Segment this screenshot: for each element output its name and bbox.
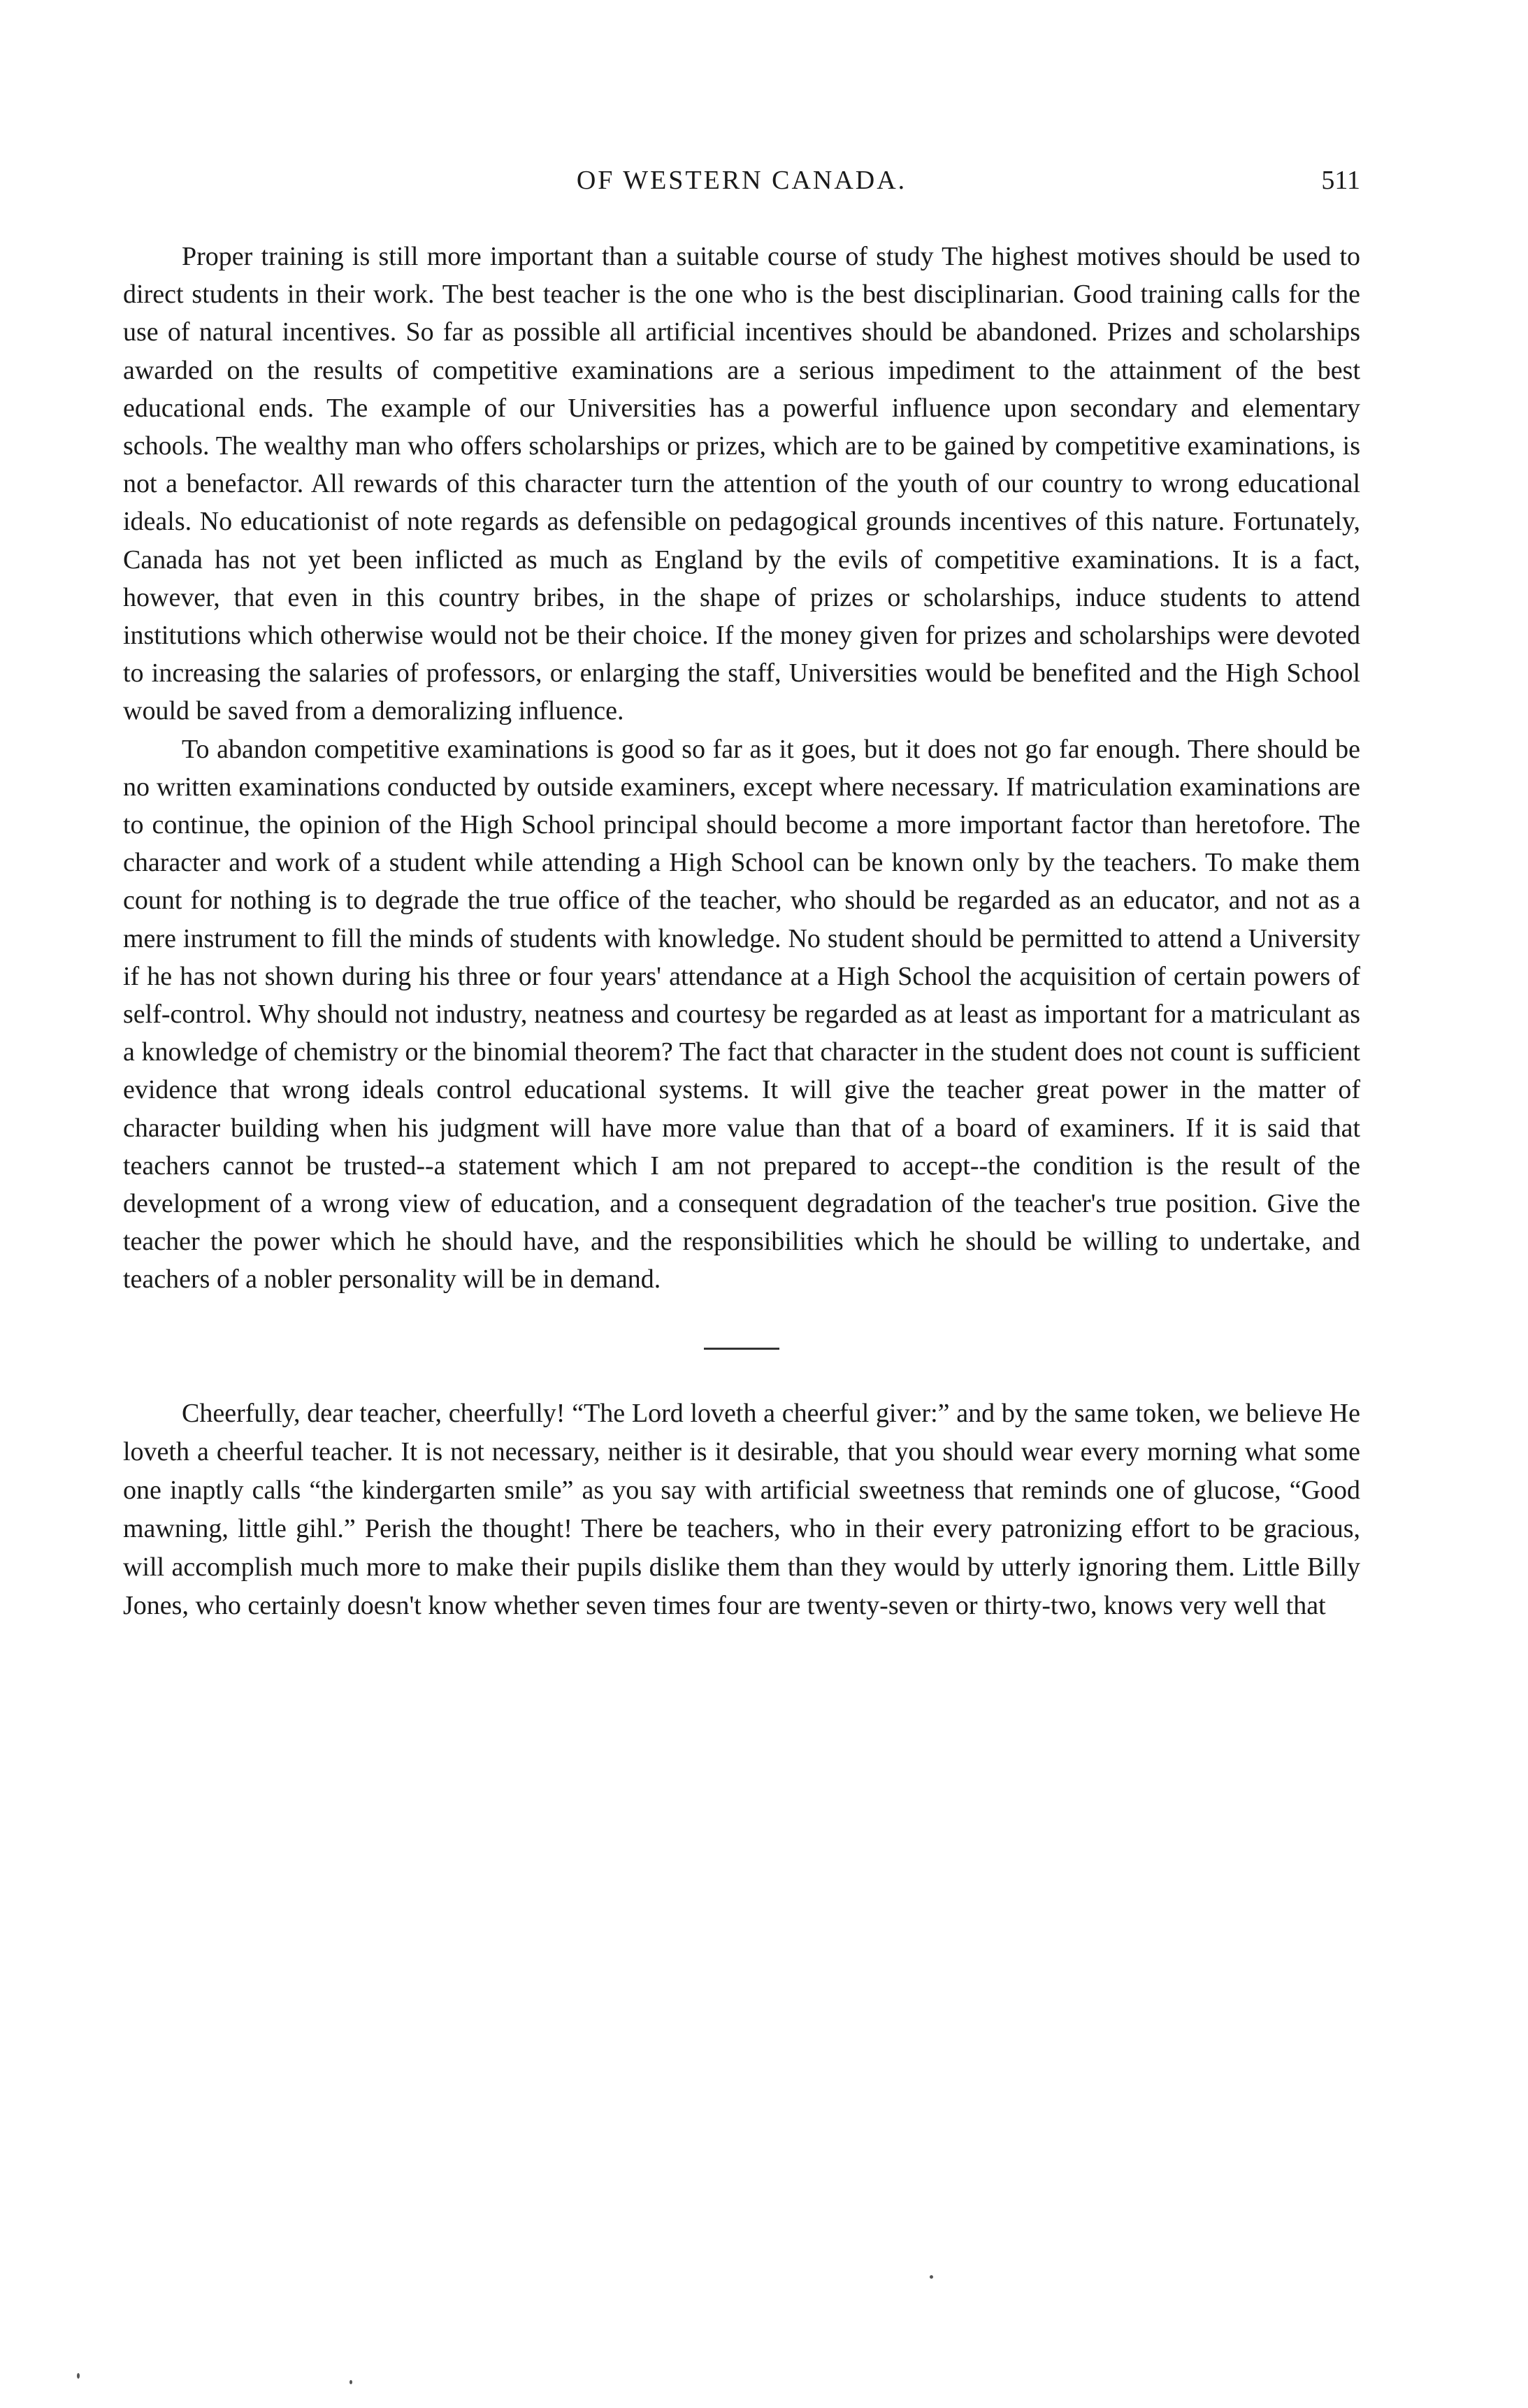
paragraph-examinations: To abandon competitive examinations is good so far as it goes, but it does not go far enough. There should be no written examinations conducted by outside examiners, except where necessary. If matriculation examinations are to continue, the opinion of the High School principal should become a more important factor than heretofore. The character and work of a student while attending a High School can be known only by the teachers. To make them count for nothing is to degrade the true office of the teacher, who should be regarded as an educator, and not as a mere instrument to fill the minds of students with knowledge. No student should be permitted to attend a University if he has not shown during his three or four years' attendance at a High School the acquisition of certain powers of self-control. Why should not industry, neatness and courtesy be regarded as at least as important for a matriculant as a knowledge of chemistry or the binomial theorem? The fact that character in the student does not count is sufficient evidence that wrong ideals control educational systems. It will give the teacher great power in the matter of character building when his judgment will have more value than that of a board of examiners. If it is said that teachers cannot be trusted--a statement which I am not prepared to accept--the condition is the result of the development of a wrong view of education, and a consequent degradation of the teacher's true position. Give the teacher the power which he should have, and the responsibilities which he should be willing to undertake, and teachers of a nobler personality will be in demand. (123, 734, 1360, 1295)
paragraph-cheerfully: Cheerfully, dear teacher, cheerfully! “The Lord loveth a cheerful giver:” and by the same token, we believe He loveth a cheerful teacher. It is not necessary, neither is it desirable, that you should wear every morning what some one inaptly calls “the kindergarten smile” as you say with artificial sweetness that reminds one of glucose, “Good mawning, little gihl.” Perish the thought! There be teachers, who in their every patronizing effort to be gracious, will accomplish much more to make their pupils dislike them than they would by utterly ignoring them. Little Billy Jones, who certainly doesn't know whether seven times four are twenty-seven or thirty-two, knows very well that (123, 1398, 1360, 1620)
page-speck (930, 2275, 933, 2279)
page-number: 511 (1321, 166, 1360, 195)
running-head (123, 165, 1360, 207)
section-divider (704, 1348, 779, 1350)
body-text (123, 238, 1360, 1625)
margin-speck (77, 2373, 80, 2379)
margin-speck (349, 2380, 352, 2384)
running-title: OF WESTERN CANADA. (576, 166, 907, 195)
paragraph-training: Proper training is still more important than a suitable course of study The highest motives should be used to direct students in their work. The best teacher is the one who is the best disciplinarian. Good training calls for the use of natural incentives. So far as possible all artificial incentives should be abandoned. Prizes and scholarships awarded on the results of competitive examinations are a serious impediment to the attainment of the best educational ends. The example of our Universities has a powerful influence upon secondary and elementary schools. The wealthy man who offers scholarships or prizes, which are to be gained by competitive examinations, is not a benefactor. All rewards of this character turn the attention of the youth of our country to wrong educational ideals. No educationist of note regards as defensible on pedagogical grounds incentives of this nature. Fortunately, Canada has not yet been inflicted as much as England by the evils of competitive examinations. It is a fact, however, that even in this country bribes, in the shape of prizes or scholarships, induce students to attend institutions which otherwise would not be their choice. If the money given for prizes and scholarships were devoted to increasing the salaries of professors, or enlarging the staff, Universities would be benefited and the High School would be saved from a demoralizing influence. (123, 242, 1360, 726)
